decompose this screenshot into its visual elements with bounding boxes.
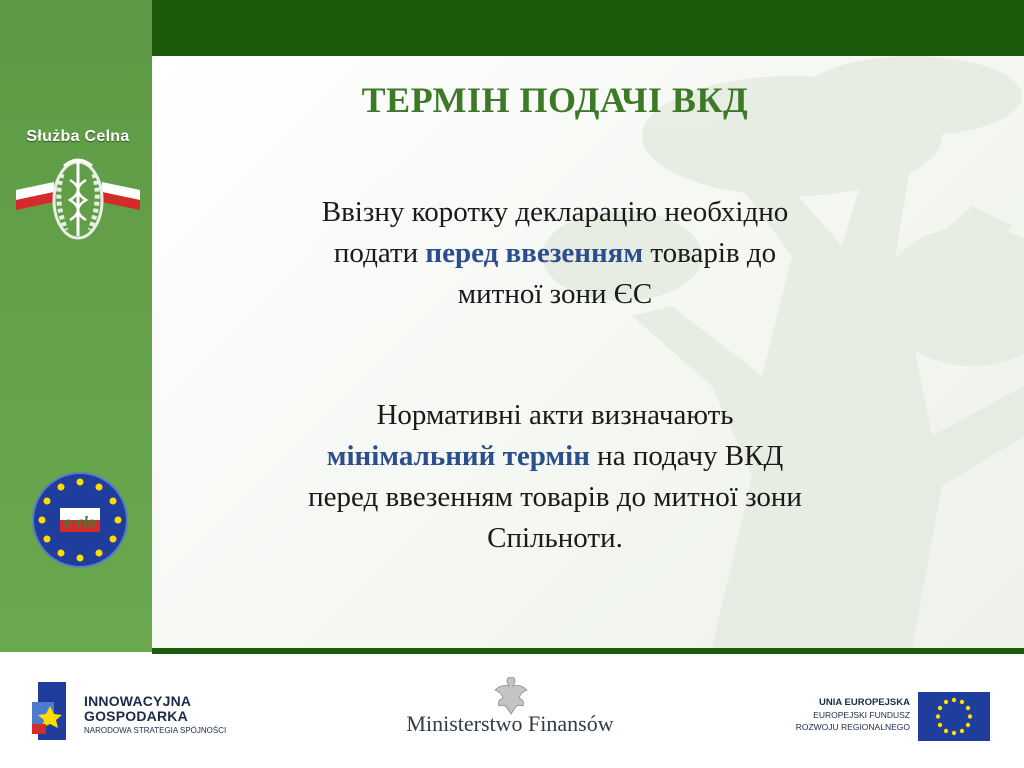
ministry-of-finance-name: Ministerstwo Finansów [406, 711, 614, 736]
e-clo-eu-logo-icon [30, 470, 130, 570]
paragraph-submission-timing [250, 192, 860, 315]
eu-fund-line: ROZWOJU REGIONALNEGO [795, 722, 910, 732]
eu-fund-text [770, 697, 910, 733]
polish-eagle-icon [491, 674, 531, 716]
highlight-minimum-term: мінімальний термін [326, 440, 590, 472]
background-tree-watermark [152, 56, 1024, 648]
top-band [152, 0, 1024, 56]
paragraph-line: Спільноти. [487, 522, 623, 554]
eu-fund-line: UNIA EUROPEJSKA [819, 697, 910, 708]
paragraph-line [250, 436, 860, 477]
e-clo-logo-text: e-clo [64, 514, 96, 531]
paragraph-text: товарів до [643, 237, 777, 269]
innovative-economy-line: GOSPODARKA [84, 708, 188, 724]
customs-emblem-icon [14, 150, 142, 242]
cohesion-strategy-label: NARODOWA STRATEGIA SPÓJNOŚCI [84, 726, 227, 735]
innovative-economy-name [84, 694, 191, 724]
eu-fund-line: EUROPEJSKI FUNDUSZ [813, 710, 910, 720]
slide-title: ТЕРМІН ПОДАЧІ ВКД [361, 80, 749, 120]
highlight-before-import: перед ввезенням [425, 237, 644, 269]
innovative-economy-line: INNOWACYJNA [84, 693, 192, 709]
paragraph-line: перед ввезенням товарів до митної зони [308, 481, 802, 513]
paragraph-text: на подачу ВКД [589, 440, 784, 472]
paragraph-line: митної зони ЄС [457, 278, 653, 310]
paragraph-line [250, 233, 860, 274]
paragraph-line: Нормативні акти визначають [376, 399, 734, 431]
paragraph-line: Ввізну коротку декларацію необхідно [321, 196, 789, 228]
innovative-economy-logo-icon [32, 680, 82, 742]
customs-logo-text: Służba Celna [26, 128, 130, 145]
eu-flag-icon [918, 692, 990, 741]
paragraph-minimum-term [250, 395, 860, 559]
paragraph-text: подати [333, 237, 426, 269]
slide-content-area [152, 56, 1024, 648]
